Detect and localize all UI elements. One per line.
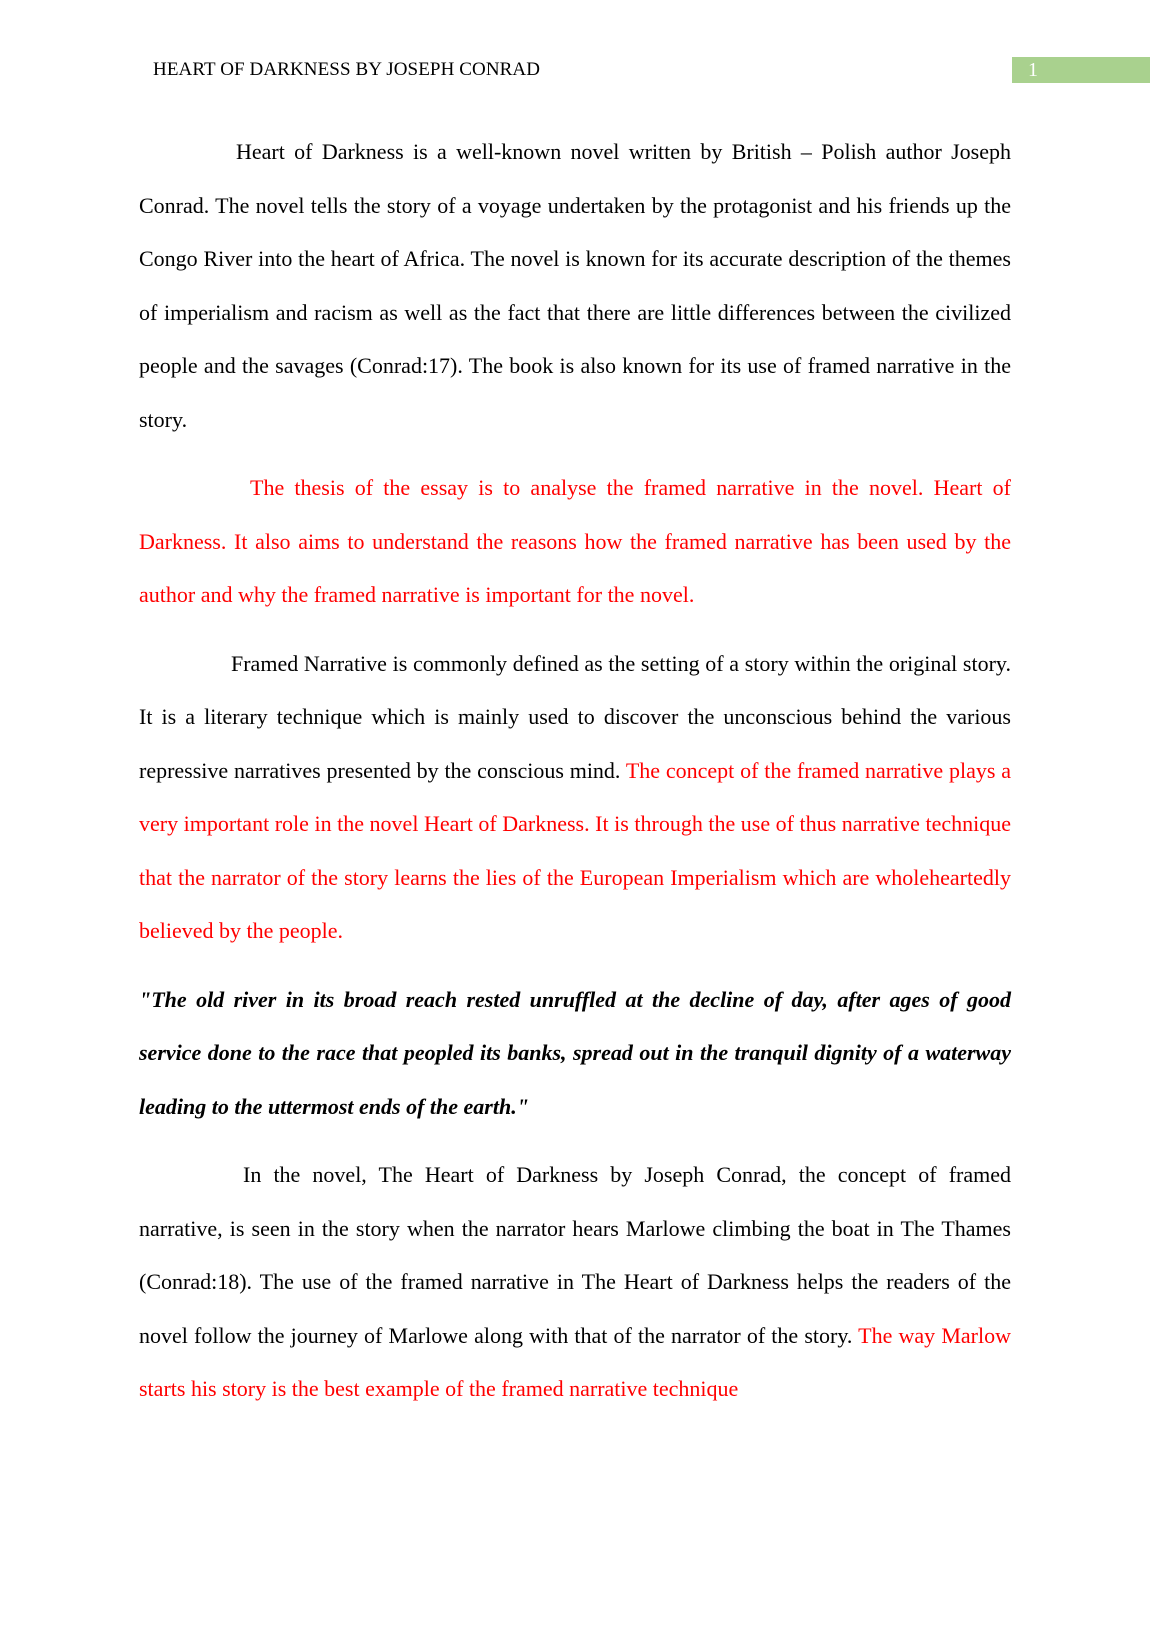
definition-text: Framed Narrative is commonly defined as the setting of a story within the original story. It is a literary technique which is mainly used to discover the unconscious behind the various repressive narratives presented by the conscious mind. — [139, 650, 1011, 783]
paragraph-thesis: The thesis of the essay is to analyse the framed narrative in the novel. Heart of Darkness. It also aims to understand the reasons how the framed narrative has been used by the author and why the framed narrative is important for the novel. — [139, 475, 1011, 607]
highlighted-text: The way Marlow starts his story is the best example of the framed narrative technique — [139, 1322, 1011, 1401]
document-body — [139, 125, 1011, 1431]
paragraph-introduction: Heart of Darkness is a well-known novel written by British – Polish author Joseph Conrad. The novel tells the story of a voyage undertaken by the protagonist and his friends up the Congo River into the heart of Africa. The novel is known for its accurate description of the themes of imperialism and racism as well as the fact that there are little differences between the civilized people and the savages (Conrad:17). The book is also known for its use of framed narrative in the story. — [139, 139, 1011, 432]
highlighted-text: The concept of the framed narrative plays a very important role in the novel Heart of Darkness. It is through the use of thus narrative technique that the narrator of the story learns the lies of the European Imperialism which are wholeheartedly believed by the people. — [139, 757, 1012, 943]
block-quotation: "The old river in its broad reach rested unruffled at the decline of day, after ages of good service done to the race that peopled its banks, spread out in the tranquil dignity of a waterway leading to the uttermost ends of the earth." — [139, 986, 1011, 1119]
page-number: 1 — [1028, 59, 1038, 81]
example-text: In the novel, The Heart of Darkness by Joseph Conrad, the concept of framed narrative, is seen in the story when the narrator hears Marlowe climbing the boat in The Thames (Conrad:18). The use of the framed narrative in The Heart of Darkness helps the readers of the novel follow the journey of Marlowe along with that of the narrator of the story. — [139, 1162, 1011, 1348]
running-header: HEART OF DARKNESS BY JOSEPH CONRAD — [153, 59, 541, 80]
page-number-badge — [1012, 57, 1150, 83]
paragraph-framed-narrative-definition — [139, 637, 1011, 958]
paragraph-framed-narrative-example — [139, 1148, 1011, 1416]
